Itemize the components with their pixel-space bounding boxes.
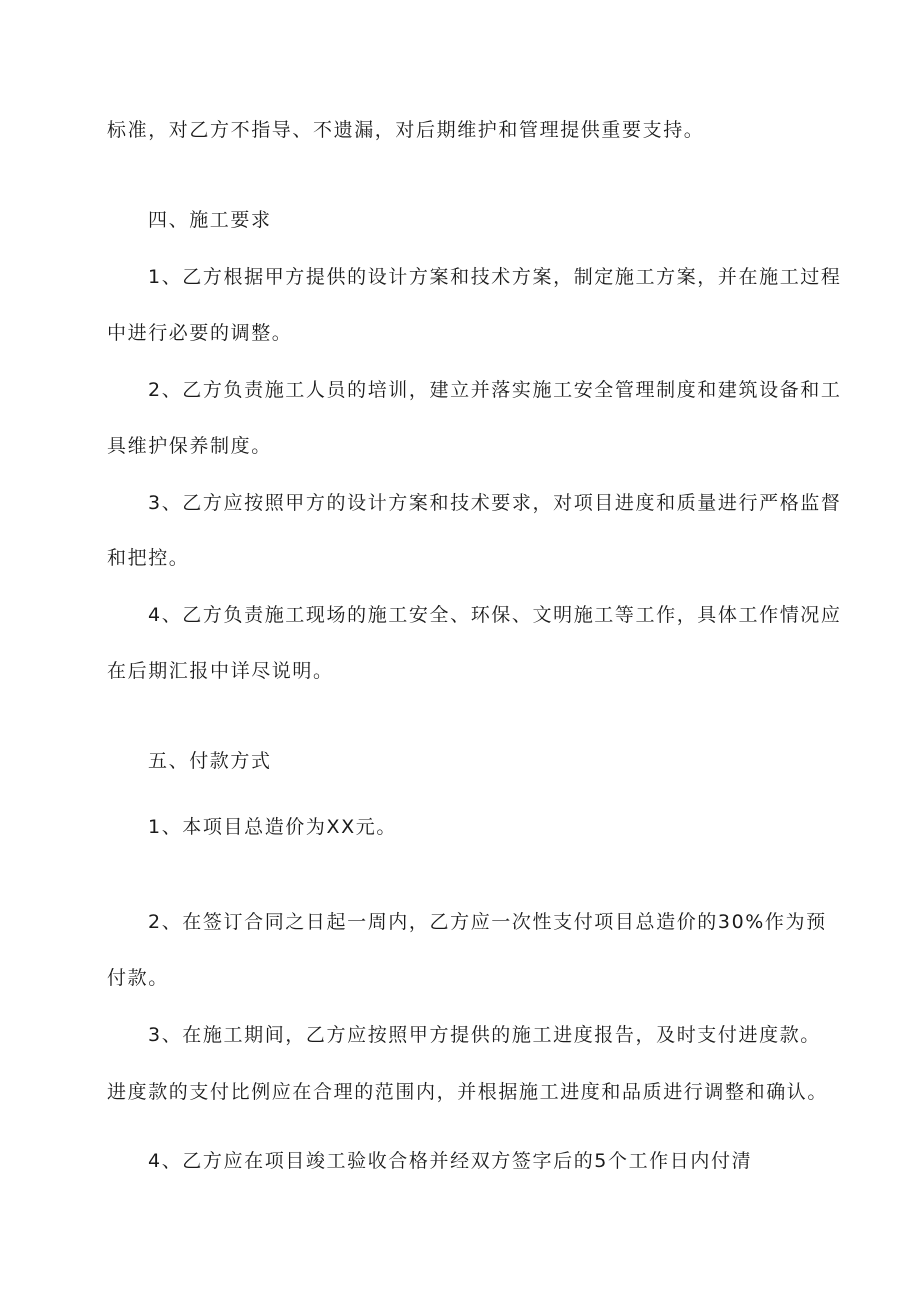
paragraph-line: 4、乙方应在项目竣工验收合格并经双方签字后的5个工作日内付清 <box>148 1150 753 1172</box>
paragraph-line: 和把控。 <box>107 547 190 569</box>
paragraph-line: 付款。 <box>107 967 169 989</box>
section-heading: 四、施工要求 <box>148 209 272 231</box>
paragraph-line: 具维护保养制度。 <box>107 435 272 457</box>
paragraph-line: 标准，对乙方不指导、不遗漏，对后期维护和管理提供重要支持。 <box>107 119 705 141</box>
paragraph-line: 中进行必要的调整。 <box>107 322 293 344</box>
paragraph-line: 2、在签订合同之日起一周内，乙方应一次性支付项目总造价的30%作为预 <box>148 911 827 933</box>
paragraph-line: 4、乙方负责施工现场的施工安全、环保、文明施工等工作，具体工作情况应 <box>148 604 842 626</box>
paragraph-line: 1、本项目总造价为XX元。 <box>148 816 397 838</box>
paragraph-line: 2、乙方负责施工人员的培训，建立并落实施工安全管理制度和建筑设备和工 <box>148 379 842 401</box>
paragraph-line: 进度款的支付比例应在合理的范围内，并根据施工进度和品质进行调整和确认。 <box>107 1081 829 1103</box>
paragraph-line: 1、乙方根据甲方提供的设计方案和技术方案，制定施工方案，并在施工过程 <box>148 266 842 288</box>
paragraph-line: 3、在施工期间，乙方应按照甲方提供的施工进度报告，及时支付进度款。 <box>148 1024 821 1046</box>
paragraph-line: 在后期汇报中详尽说明。 <box>107 660 334 682</box>
paragraph-line: 3、乙方应按照甲方的设计方案和技术要求，对项目进度和质量进行严格监督 <box>148 492 842 514</box>
section-heading: 五、付款方式 <box>148 750 272 772</box>
